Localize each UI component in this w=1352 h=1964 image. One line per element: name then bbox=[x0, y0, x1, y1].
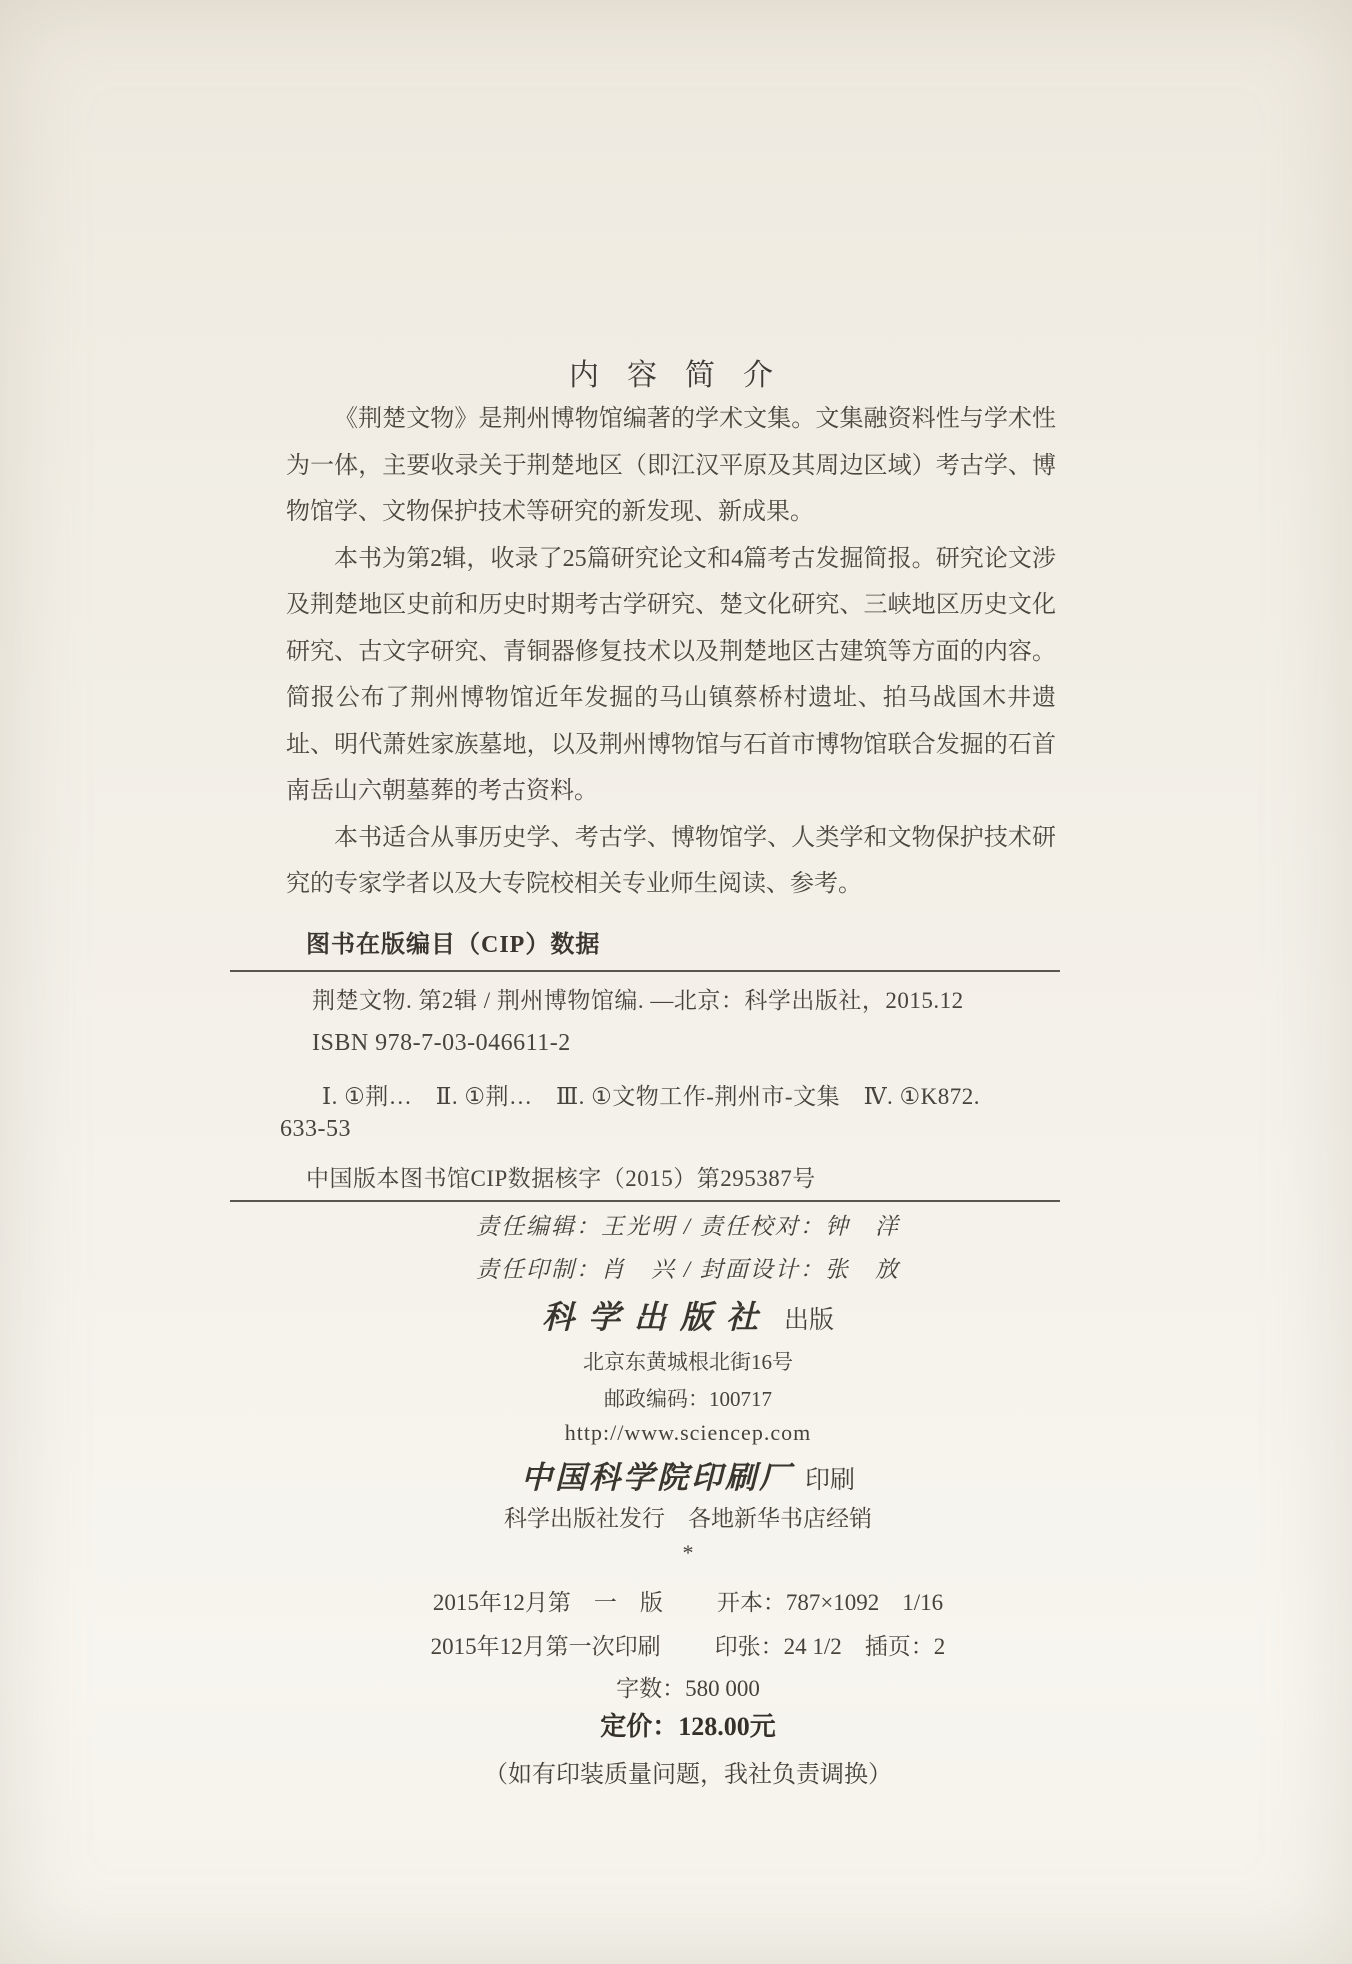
edition-line bbox=[232, 1584, 1144, 1617]
staff-editors-line: 责任编辑：王光明 / 责任校对：钟 洋 bbox=[476, 1214, 900, 1239]
printing-run-line bbox=[232, 1628, 1144, 1661]
intro-paragraph-1: 《荆楚文物》是荆州博物馆编著的学术文集。文集融资料性与学术性为一体，主要收录关于荆楚地区（即江汉平原及其周边区域）考古学、博物馆学、文物保护技术等研究的新发现、新成果。 bbox=[286, 406, 1056, 525]
distribution-line: 科学出版社发行 各地新华书店经销 bbox=[504, 1506, 872, 1531]
publisher-website: http://www.sciencep.com bbox=[564, 1420, 812, 1445]
intro-paragraph-3: 本书适合从事历史学、考古学、博物馆学、人类学和文物保护技术研究的专家学者以及大专院校相关专业师生阅读、参考。 bbox=[286, 824, 1056, 897]
publisher-address: 北京东黄城根北街16号 bbox=[583, 1350, 793, 1374]
cip-isbn-line: ISBN 978-7-03-046611-2 bbox=[312, 1030, 571, 1056]
intro-paragraphs bbox=[286, 396, 1056, 908]
staff-production-line: 责任印制：肖 兴 / 封面设计：张 放 bbox=[476, 1257, 900, 1282]
word-count-line: 字数：580 000 bbox=[616, 1676, 760, 1701]
publisher-imprint-line bbox=[232, 1292, 1144, 1338]
publisher-imprint-suffix: 出版 bbox=[784, 1307, 835, 1334]
cip-divider-top bbox=[230, 970, 1060, 972]
format-spec: 开本：787×1092 1/16 bbox=[716, 1590, 944, 1615]
printer-suffix: 印刷 bbox=[804, 1467, 855, 1494]
section-separator-star: * bbox=[682, 1540, 694, 1565]
quality-notice-line: （如有印装质量问题，我社负责调换） bbox=[484, 1762, 892, 1788]
publisher-postcode: 邮政编码：100717 bbox=[604, 1387, 772, 1411]
intro-paragraph-2: 本书为第2辑，收录了25篇研究论文和4篇考古发掘简报。研究论文涉及荆楚地区史前和历史时期考古学研究、楚文化研究、三峡地区历史文化研究、古文字研究、青铜器修复技术以及荆楚地区古建筑等方面的内容。简报公布了荆州博物馆近年发掘的马山镇蔡桥村遗址、拍马战国木井遗址、明代萧姓家族墓地，以及荆州博物馆与石首市博物馆联合发掘的石首南岳山六朝墓葬的考古资料。 bbox=[286, 545, 1056, 804]
edition-date: 2015年12月第 一 版 bbox=[432, 1590, 663, 1615]
printer-logo-text: 中国科学院印刷厂 bbox=[520, 1460, 793, 1495]
price-line: 定价：128.00元 bbox=[600, 1712, 776, 1741]
cip-divider-bottom bbox=[230, 1200, 1060, 1202]
printing-date: 2015年12月第一次印刷 bbox=[430, 1634, 661, 1659]
intro-title: 内容简介 bbox=[569, 359, 801, 392]
cip-classification-line: Ⅰ. ①荆… Ⅱ. ①荆… Ⅲ. ①文物工作-荆州市-文集 Ⅳ. ①K872. bbox=[322, 1084, 981, 1109]
cip-header: 图书在版编目（CIP）数据 bbox=[306, 932, 601, 958]
printer-line bbox=[232, 1452, 1144, 1497]
cip-title-line: 荆楚文物. 第2辑 / 荆州博物馆编. —北京：科学出版社，2015.12 bbox=[312, 988, 964, 1013]
publisher-logo-text: 科学出版社 bbox=[541, 1299, 772, 1335]
sheet-spec: 印张：24 1/2 插页：2 bbox=[714, 1634, 946, 1659]
cip-record-line: 中国版本图书馆CIP数据核字（2015）第295387号 bbox=[306, 1166, 816, 1191]
cip-classification-continuation: 633-53 bbox=[280, 1116, 351, 1142]
